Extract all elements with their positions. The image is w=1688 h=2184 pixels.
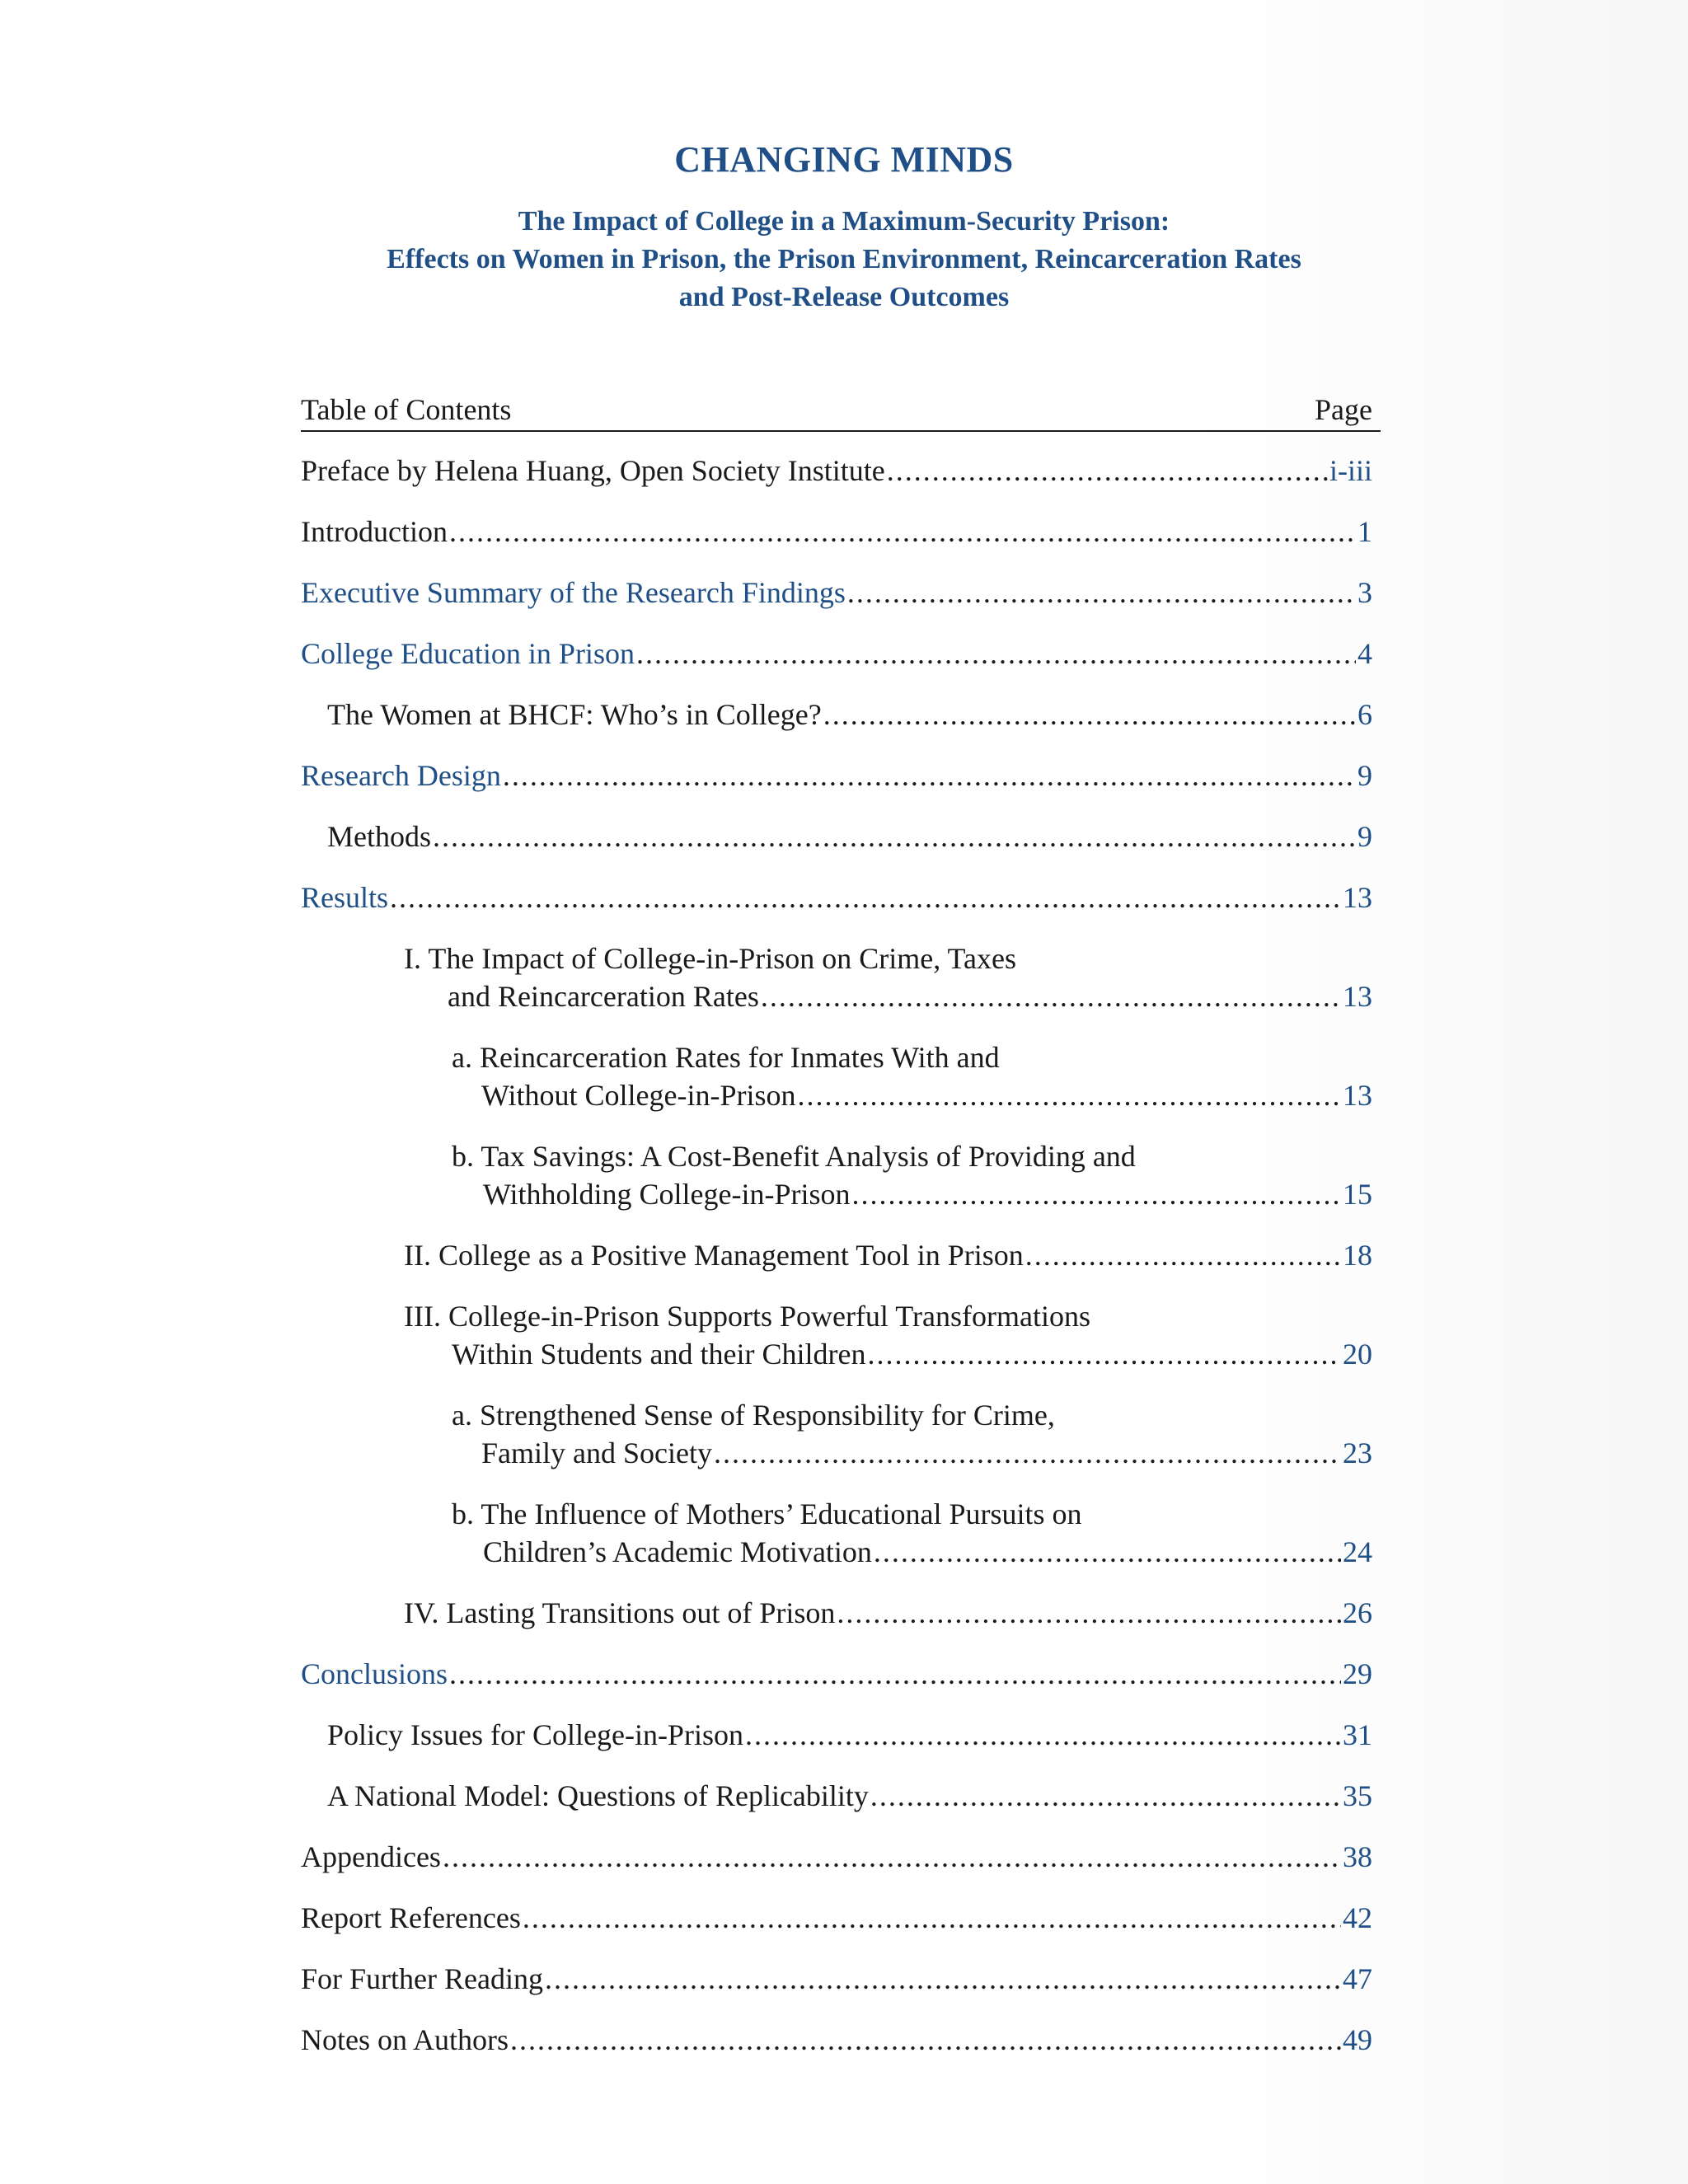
toc-entry-title: Within Students and their Children	[452, 1338, 866, 1371]
document-title: CHANGING MINDS	[674, 139, 1014, 180]
dot-leader	[449, 1655, 1341, 1693]
toc-entry-first-line: III. College-in-Prison Supports Powerful Transformations	[404, 1300, 1090, 1333]
toc-entry-management-tool[interactable]	[404, 1236, 1372, 1274]
toc-entry-executive-summary[interactable]	[301, 574, 1372, 612]
toc-entry-methods[interactable]	[327, 818, 1372, 855]
subtitle-line: and Post-Release Outcomes	[678, 282, 1010, 312]
toc-entry-title: Family and Society	[481, 1436, 712, 1469]
toc-entry-impact-of-college[interactable]	[404, 940, 1372, 1015]
subtitle-line: Effects on Women in Prison, the Prison Environment, Reincarceration Rates	[387, 244, 1301, 274]
toc-entry-conclusions[interactable]	[301, 1655, 1372, 1693]
toc-entry-title: Without College-in-Prison	[481, 1079, 796, 1112]
toc-entry-responsibility[interactable]	[452, 1396, 1372, 1472]
dot-leader	[874, 1533, 1341, 1571]
toc-entry-first-line: a. Reincarceration Rates for Inmates With and	[452, 1041, 1000, 1074]
toc-entry-report-references[interactable]	[301, 1899, 1372, 1937]
dot-leader	[852, 1175, 1341, 1213]
toc-entry-introduction[interactable]	[301, 513, 1372, 551]
toc-entry-page: i-iii	[1329, 454, 1372, 487]
document-subtitle	[0, 203, 1688, 316]
toc-entry-tax-savings[interactable]	[452, 1137, 1372, 1213]
subtitle-line: The Impact of College in a Maximum-Security Prison:	[518, 206, 1170, 237]
toc-entry-page: 31	[1343, 1718, 1372, 1751]
toc-header	[301, 391, 1381, 432]
toc-entry-title: Results	[301, 881, 389, 914]
toc-entry-title: Research Design	[301, 759, 501, 792]
toc-entry-page: 9	[1357, 759, 1372, 792]
dot-leader	[636, 635, 1356, 673]
toc-entry-page: 13	[1343, 1079, 1372, 1112]
toc-entry-lasting-transitions[interactable]	[404, 1594, 1372, 1632]
toc-entry-title: Preface by Helena Huang, Open Society Institute	[301, 454, 885, 487]
toc-entry-title: Conclusions	[301, 1657, 448, 1690]
toc-entry-reincarceration-rates[interactable]	[452, 1038, 1372, 1114]
dot-leader	[847, 574, 1356, 612]
toc-entry-page: 29	[1343, 1657, 1372, 1690]
toc-entry-title: Report References	[301, 1901, 521, 1934]
dot-leader	[510, 2021, 1341, 2059]
toc-entry-page: 42	[1343, 1901, 1372, 1934]
dot-leader	[761, 977, 1341, 1015]
toc-entry-title: IV. Lasting Transitions out of Prison	[404, 1596, 836, 1629]
toc-entry-transformations[interactable]	[404, 1297, 1372, 1373]
toc-entry-page: 20	[1343, 1338, 1372, 1371]
dot-leader	[449, 513, 1356, 551]
dot-leader	[503, 757, 1356, 794]
toc-entry-title: The Women at BHCF: Who’s in College?	[327, 698, 822, 731]
toc-entry-results[interactable]	[301, 879, 1372, 916]
toc-entry-page: 49	[1343, 2023, 1372, 2056]
toc-entry-title: Policy Issues for College-in-Prison	[327, 1718, 743, 1751]
toc-entry-title: and Reincarceration Rates	[448, 980, 759, 1013]
dot-leader	[545, 1960, 1341, 1998]
toc-entry-first-line: a. Strengthened Sense of Responsibility for Crime,	[452, 1399, 1055, 1432]
toc-entry-page: 24	[1343, 1535, 1372, 1568]
dot-leader	[1025, 1236, 1341, 1274]
toc-entry-page: 38	[1343, 1840, 1372, 1873]
toc-entry-page: 3	[1357, 576, 1372, 609]
toc-entry-page: 1	[1357, 515, 1372, 548]
toc-entry-title: II. College as a Positive Management Tool in Prison	[404, 1239, 1024, 1272]
dot-leader	[868, 1335, 1342, 1373]
toc-entry-page: 15	[1343, 1178, 1372, 1211]
toc-entry-women-at-bhcf[interactable]	[327, 696, 1372, 733]
toc-entry-title: Children’s Academic Motivation	[483, 1535, 872, 1568]
toc-entry-title: College Education in Prison	[301, 637, 635, 670]
toc-entry-page: 35	[1343, 1779, 1372, 1812]
toc-entry-title: Notes on Authors	[301, 2023, 509, 2056]
toc-entry-page: 23	[1343, 1436, 1372, 1469]
dot-leader	[714, 1434, 1341, 1472]
toc-entry-page: 13	[1343, 881, 1372, 914]
dot-leader	[798, 1076, 1341, 1114]
toc-entry-further-reading[interactable]	[301, 1960, 1372, 1998]
toc-entry-page: 26	[1343, 1596, 1372, 1629]
dot-leader	[523, 1899, 1341, 1937]
toc-entry-first-line: I. The Impact of College-in-Prison on Crime, Taxes	[404, 942, 1016, 975]
toc-entry-title: Executive Summary of the Research Findings	[301, 576, 846, 609]
dot-leader	[823, 696, 1356, 733]
toc-entry-first-line: b. Tax Savings: A Cost-Benefit Analysis of Providing and	[452, 1140, 1136, 1173]
toc-entry-page: 18	[1343, 1239, 1372, 1272]
toc-entry-policy-issues[interactable]	[327, 1716, 1372, 1754]
dot-leader	[390, 879, 1341, 916]
toc-entry-title: Appendices	[301, 1840, 441, 1873]
toc-entry-preface[interactable]	[301, 452, 1372, 490]
toc-heading: Table of Contents	[301, 393, 512, 426]
dot-leader	[433, 818, 1356, 855]
toc-entry-appendices[interactable]	[301, 1838, 1372, 1876]
toc-entry-page: 9	[1357, 820, 1372, 853]
toc-entry-title: Withholding College-in-Prison	[483, 1178, 851, 1211]
toc-page-heading: Page	[1315, 393, 1372, 426]
toc-entry-national-model[interactable]	[327, 1777, 1372, 1815]
dot-leader	[887, 452, 1328, 490]
toc-entry-college-education[interactable]	[301, 635, 1372, 673]
dot-leader	[870, 1777, 1341, 1815]
toc-entry-mothers-influence[interactable]	[452, 1495, 1372, 1571]
toc-entry-page: 4	[1357, 637, 1372, 670]
dot-leader	[443, 1838, 1341, 1876]
toc-entry-page: 47	[1343, 1962, 1372, 1995]
toc-entry-notes-on-authors[interactable]	[301, 2021, 1372, 2059]
toc-entry-title: A National Model: Questions of Replicability	[327, 1779, 869, 1812]
dot-leader	[745, 1716, 1341, 1754]
toc-entry-page: 6	[1357, 698, 1372, 731]
toc-entry-research-design[interactable]	[301, 757, 1372, 794]
toc-entry-first-line: b. The Influence of Mothers’ Educational Pursuits on	[452, 1497, 1082, 1530]
toc-entry-title: Introduction	[301, 515, 448, 548]
dot-leader	[837, 1594, 1341, 1632]
toc-entry-title: For Further Reading	[301, 1962, 543, 1995]
toc-entry-page: 13	[1343, 980, 1372, 1013]
toc-entry-title: Methods	[327, 820, 431, 853]
